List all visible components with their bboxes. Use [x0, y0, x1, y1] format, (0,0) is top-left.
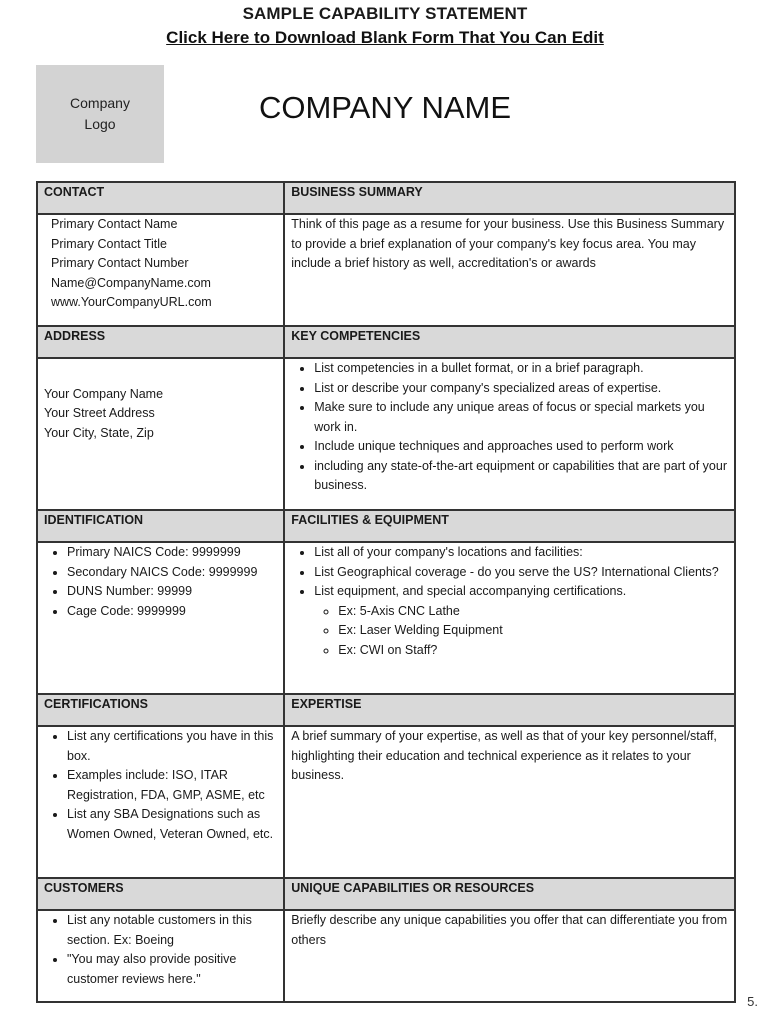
identification-list: [44, 543, 277, 621]
facilities-list: [291, 543, 728, 660]
logo-text-line1: Company: [70, 95, 130, 111]
facilities-cell: [284, 542, 735, 694]
business-summary-text: Think of this page as a resume for your business. Use this Business Summary to provide a brief explanation of your company's key focus area. You may include a brief history as well, accreditation's or awards: [284, 214, 735, 326]
facilities-heading: FACILITIES & EQUIPMENT: [284, 510, 735, 542]
sub-list-item: ◦ Ex: Laser Welding Equipment: [338, 621, 728, 641]
company-logo-placeholder: [36, 65, 164, 163]
address-company: Your Company Name: [44, 386, 164, 401]
address-city: Your City, State, Zip: [44, 425, 154, 440]
list-item: • Examples include: ISO, ITAR Registration, FDA, GMP, ASME, etc: [67, 766, 277, 805]
list-item: • including any state-of-the-art equipment or capabilities that are part of your business.: [314, 457, 728, 496]
certifications-cell: [37, 726, 284, 878]
address-cell: [37, 358, 284, 510]
contact-number: Primary Contact Number: [51, 256, 189, 270]
expertise-text: A brief summary of your expertise, as well as that of your key personnel/staff, highlighting their education and technical experience as it relates to your business.: [284, 726, 735, 878]
capability-table: [36, 181, 736, 1003]
sub-list-item: ◦ Ex: 5-Axis CNC Lathe: [338, 602, 728, 622]
unique-capabilities-text: Briefly describe any unique capabilities you offer that can differentiate you from others: [284, 910, 735, 1002]
key-competencies-cell: [284, 358, 735, 510]
list-item: • List Geographical coverage - do you serve the US? International Clients?: [314, 563, 728, 583]
contact-heading: CONTACT: [37, 182, 284, 214]
list-item: • List competencies in a bullet format, or in a brief paragraph.: [314, 359, 728, 379]
list-item: • List any certifications you have in this box.: [67, 727, 277, 766]
sub-list-item: ◦ Ex: CWI on Staff?: [338, 641, 728, 661]
certifications-list: [44, 727, 277, 844]
list-item: • List all of your company's locations and facilities:: [314, 543, 728, 563]
key-competencies-heading: KEY COMPETENCIES: [284, 326, 735, 358]
list-item: • "You may also provide positive customer reviews here.": [67, 950, 277, 989]
list-item: • Include unique techniques and approaches used to perform work: [314, 437, 728, 457]
equipment-sublist: [314, 602, 728, 661]
identification-cell: [37, 542, 284, 694]
customers-heading: CUSTOMERS: [37, 878, 284, 910]
list-item: • Make sure to include any unique areas of focus or special markets you work in.: [314, 398, 728, 437]
business-summary-heading: BUSINESS SUMMARY: [284, 182, 735, 214]
list-item: • List or describe your company's specialized areas of expertise.: [314, 379, 728, 399]
expertise-heading: EXPERTISE: [284, 694, 735, 726]
list-item: [314, 582, 728, 660]
key-competencies-list: [291, 359, 728, 496]
contact-url: www.YourCompanyURL.com: [51, 295, 212, 309]
address-street: Your Street Address: [44, 406, 155, 421]
identification-heading: IDENTIFICATION: [37, 510, 284, 542]
certifications-heading: CERTIFICATIONS: [37, 694, 284, 726]
contact-email: Name@CompanyName.com: [51, 275, 211, 290]
contact-name: Primary Contact Name: [51, 217, 178, 231]
list-item: • Secondary NAICS Code: 9999999: [67, 563, 277, 583]
logo-text-line2: Logo: [84, 116, 116, 132]
address-heading: ADDRESS: [37, 326, 284, 358]
download-form-link[interactable]: Click Here to Download Blank Form That You Can Edit: [166, 28, 604, 47]
contact-title: Primary Contact Title: [51, 236, 168, 251]
unique-capabilities-heading: UNIQUE CAPABILITIES OR RESOURCES: [284, 878, 735, 910]
list-item: • DUNS Number: 99999: [67, 582, 277, 602]
customers-list: [44, 911, 277, 989]
list-item: • List any SBA Designations such as Women Owned, Veteran Owned, etc.: [67, 805, 277, 844]
list-item: • Cage Code: 9999999: [67, 602, 277, 622]
list-item-text: List equipment, and special accompanying certifications.: [314, 584, 627, 598]
list-item: • List any notable customers in this section. Ex: Boeing: [67, 911, 277, 950]
contact-cell: [37, 214, 284, 326]
list-item: • Primary NAICS Code: 9999999: [67, 543, 277, 563]
company-name-heading: COMPANY NAME: [258, 90, 512, 125]
customers-cell: [37, 910, 284, 1002]
document-title: SAMPLE CAPABILITY STATEMENT: [242, 4, 528, 23]
page-number: 5.: [747, 994, 758, 1009]
